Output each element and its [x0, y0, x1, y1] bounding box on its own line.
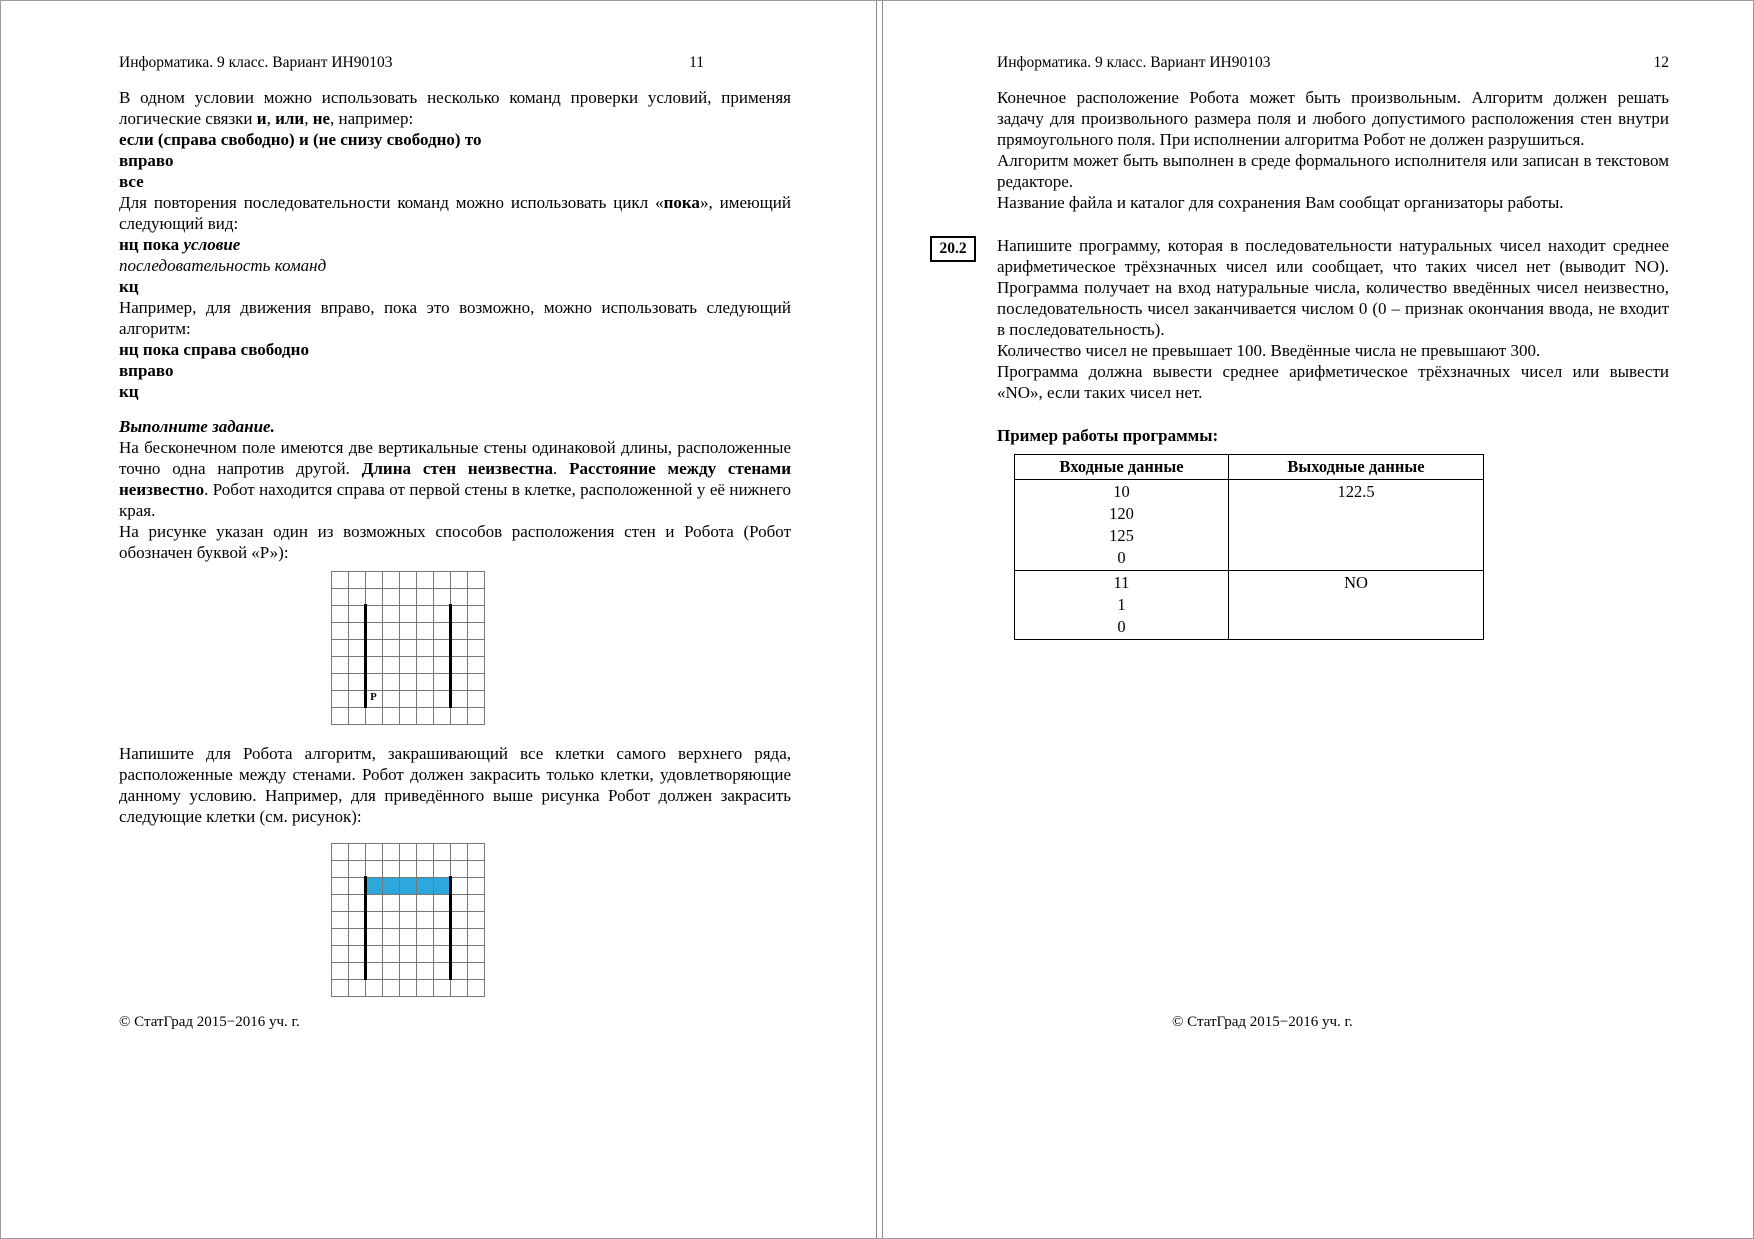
grid-cell	[399, 639, 416, 656]
grid-cell	[365, 945, 382, 962]
grid-cell	[416, 707, 433, 724]
grid-cell	[450, 571, 467, 588]
page-12	[879, 1, 1754, 1239]
grid-cell	[365, 962, 382, 979]
grid-cell	[399, 605, 416, 622]
grid-cell	[365, 707, 382, 724]
grid-cell	[399, 656, 416, 673]
grid-cell	[348, 690, 365, 707]
grid-cell	[365, 622, 382, 639]
grid-cell	[433, 860, 450, 877]
grid-cell	[450, 877, 467, 894]
grid-cell	[416, 962, 433, 979]
grid-cell	[399, 894, 416, 911]
grid-cell	[331, 707, 348, 724]
grid-cell	[399, 690, 416, 707]
grid-cell	[467, 673, 484, 690]
grid-cell	[450, 622, 467, 639]
grid-cell	[416, 928, 433, 945]
header-title: Информатика. 9 класс. Вариант ИН90103	[997, 54, 1271, 71]
shaded-cell	[399, 877, 416, 894]
grid-cell	[331, 605, 348, 622]
grid-cell	[331, 588, 348, 605]
final-position-paragraph: Конечное расположение Робота может быть произвольным. Алгоритм должен решать задачу для произвольного размера поля и любого допустимого расположения стен внутри прямоугольного поля. При исполнении алгоритма Робот не должен разрушиться.	[997, 88, 1669, 149]
table-row	[1015, 571, 1484, 640]
constraints-paragraph: Количество чисел не превышает 100. Введённые числа не превышают 300.	[997, 341, 1541, 360]
grid-cell	[399, 928, 416, 945]
grid-cell	[382, 911, 399, 928]
grid-cell	[450, 928, 467, 945]
grid-cell	[450, 707, 467, 724]
grid-cell	[348, 860, 365, 877]
code-line-loop-head	[119, 234, 791, 255]
grid-cell	[467, 639, 484, 656]
grid-cell	[365, 894, 382, 911]
grid-cell	[331, 877, 348, 894]
figure-intro-paragraph: На рисунке указан один из возможных способов расположения стен и Робота (Робот обозначен буквой «Р»):	[119, 522, 791, 562]
task-description-paragraph	[119, 437, 791, 521]
page-number: 12	[1653, 54, 1669, 71]
input-value: 11	[1113, 573, 1130, 592]
grid-cell	[467, 860, 484, 877]
task-number-box: 20.2	[930, 236, 976, 262]
example-intro-paragraph: Например, для движения вправо, пока это возможно, можно использовать следующий алгоритм:	[119, 298, 791, 338]
grid-cell	[399, 673, 416, 690]
grid-cell	[382, 894, 399, 911]
grid-cell	[450, 639, 467, 656]
grid-cell	[399, 843, 416, 860]
grid-cell	[365, 605, 382, 622]
grid-cell	[416, 690, 433, 707]
shaded-cell	[382, 877, 399, 894]
column-header-output: Выходные данные	[1229, 455, 1484, 480]
grid-cell	[365, 571, 382, 588]
algorithm-request-paragraph: Напишите для Робота алгоритм, закрашивающий все клетки самого верхнего ряда, расположенные между стенами. Робот должен закрасить только клетки, удовлетворяющие данному условию. Например, для приведённого выше рисунка Робот должен закрасить следующие клетки (см. рисунок):	[119, 744, 791, 826]
output-data-cell: NO	[1229, 571, 1484, 640]
grid-cell	[433, 622, 450, 639]
code-line-if: если (справа свободно) и (не снизу свободно) то	[119, 130, 482, 149]
grid-cell	[467, 656, 484, 673]
grid-cell	[467, 962, 484, 979]
robot-label: Р	[370, 692, 377, 704]
grid-cell	[433, 571, 450, 588]
grid-cell	[382, 707, 399, 724]
grid-cell	[416, 979, 433, 996]
text-segment: Для повторения последовательности команд можно использовать цикл «	[119, 193, 664, 212]
grid-cell	[467, 588, 484, 605]
page-divider	[876, 1, 883, 1238]
grid-cell	[382, 639, 399, 656]
intro-paragraph	[119, 87, 791, 129]
grid-cell	[365, 639, 382, 656]
loop-intro-paragraph	[119, 192, 791, 234]
text-segment: Расстояние между стенами неизвестно	[119, 459, 791, 499]
grid-cell	[433, 894, 450, 911]
grid-cell	[450, 860, 467, 877]
grid-cell	[467, 605, 484, 622]
grid-cell	[416, 656, 433, 673]
text-segment: не	[312, 109, 331, 128]
grid-cell	[450, 690, 467, 707]
page-number: 11	[689, 54, 704, 71]
grid-cell	[331, 945, 348, 962]
grid-cell	[348, 605, 365, 622]
grid-cell	[331, 911, 348, 928]
grid-cell	[348, 843, 365, 860]
grid-cell	[348, 945, 365, 962]
grid-cell	[450, 588, 467, 605]
grid-cell	[382, 571, 399, 588]
grid-cell	[433, 962, 450, 979]
grid-cell	[331, 571, 348, 588]
text-segment: ,	[266, 109, 276, 128]
grid-cell	[433, 673, 450, 690]
example-table-title: Пример работы программы:	[997, 426, 1219, 445]
grid-cell	[433, 605, 450, 622]
grid-cell	[450, 911, 467, 928]
grid-cell	[331, 673, 348, 690]
code-line-loop-right-body: вправо	[119, 361, 174, 380]
grid-cell	[348, 877, 365, 894]
grid-cell	[331, 639, 348, 656]
input-value: 125	[1109, 526, 1134, 545]
grid-cell	[331, 656, 348, 673]
input-value: 10	[1113, 482, 1130, 501]
grid-cell	[416, 622, 433, 639]
grid-cell	[416, 588, 433, 605]
grid-cell	[416, 639, 433, 656]
grid-cell	[382, 945, 399, 962]
grid-cell	[399, 911, 416, 928]
right-wall	[449, 604, 452, 708]
environment-paragraph: Алгоритм может быть выполнен в среде формального исполнителя или записан в текстовом редакторе.	[997, 151, 1669, 191]
grid-cell	[450, 605, 467, 622]
code-line-end-if: все	[119, 172, 144, 191]
header-title: Информатика. 9 класс. Вариант ИН90103	[119, 54, 393, 71]
grid-cell	[433, 843, 450, 860]
grid-cell	[416, 894, 433, 911]
robot-field-figure-2	[331, 843, 485, 997]
text-segment: В одном условии можно использовать несколько команд проверки условий, применяя логические связки	[119, 88, 791, 128]
grid-cell	[382, 588, 399, 605]
text-segment: На бесконечном поле имеются две вертикальные стены одинаковой длины, расположенные точно одна напротив другой.	[119, 438, 791, 478]
grid-cell	[416, 860, 433, 877]
grid-cell	[416, 571, 433, 588]
grid-cell	[382, 690, 399, 707]
grid-cell	[399, 588, 416, 605]
grid-cell	[382, 843, 399, 860]
grid-cell	[467, 928, 484, 945]
grid-cell	[365, 673, 382, 690]
grid-cell	[382, 860, 399, 877]
input-value: 0	[1117, 548, 1126, 567]
grid-cell	[467, 911, 484, 928]
grid-cell	[433, 945, 450, 962]
code-line-right: вправо	[119, 151, 174, 170]
code-line-loop-right-head: нц пока справа свободно	[119, 340, 309, 359]
grid-cell	[382, 962, 399, 979]
grid-cell	[450, 945, 467, 962]
shaded-cell	[433, 877, 450, 894]
grid-cell	[467, 945, 484, 962]
grid-cell	[348, 673, 365, 690]
text-segment: нц пока	[119, 235, 184, 254]
program-task-paragraph: Напишите программу, которая в последовательности натуральных чисел находит среднее арифметическое трёхзначных чисел или сообщает, что таких чисел нет (выводит NO). Программа получает на вход натуральные числа, количество введённых чисел неизвестно, последовательность чисел заканчивается числом 0 (0 – признак окончания ввода, не входит в последовательность).	[997, 236, 1669, 339]
page-11	[1, 1, 878, 1239]
do-the-task-heading: Выполните задание.	[119, 417, 275, 436]
task-20-2	[939, 235, 1669, 403]
grid-cell	[348, 656, 365, 673]
grid-cell	[348, 979, 365, 996]
footer-copyright: © СтатГрад 2015−2016 уч. г.	[119, 1014, 300, 1030]
grid-cell	[348, 622, 365, 639]
grid-cell	[382, 928, 399, 945]
text-segment: . Робот находится справа от первой стены в клетке, расположенной у её нижнего края.	[119, 480, 791, 520]
shaded-cell	[416, 877, 433, 894]
grid-cell	[450, 962, 467, 979]
grid-cell	[467, 894, 484, 911]
grid-cell	[365, 843, 382, 860]
text-segment: Длина стен неизвестна	[361, 459, 553, 478]
text-segment: , например:	[330, 109, 414, 128]
grid-cell	[450, 843, 467, 860]
grid-cell	[433, 639, 450, 656]
grid-cell	[365, 928, 382, 945]
grid-cell	[365, 979, 382, 996]
grid-cell	[399, 571, 416, 588]
text-segment: пока	[663, 193, 700, 212]
code-line-loop-right-end: кц	[119, 382, 139, 401]
grid-cell	[467, 979, 484, 996]
grid-cell	[365, 588, 382, 605]
grid-cell	[399, 979, 416, 996]
grid-cell	[416, 945, 433, 962]
grid-cell	[331, 962, 348, 979]
grid-cell	[331, 860, 348, 877]
page-header	[119, 1, 704, 71]
file-save-paragraph: Название файла и каталог для сохранения Вам сообщат организаторы работы.	[997, 193, 1564, 212]
grid-cell	[399, 962, 416, 979]
grid-cell	[450, 656, 467, 673]
right-wall	[449, 876, 452, 980]
grid-cell	[450, 673, 467, 690]
grid-cell	[382, 656, 399, 673]
grid-cell	[467, 877, 484, 894]
left-wall	[364, 876, 367, 980]
grid-cell	[467, 843, 484, 860]
grid-cell	[365, 860, 382, 877]
grid-cell	[399, 707, 416, 724]
grid-cell	[433, 928, 450, 945]
grid-cell	[433, 707, 450, 724]
grid-cell	[467, 707, 484, 724]
grid-cell	[348, 928, 365, 945]
grid-cell	[348, 894, 365, 911]
grid-cell	[382, 673, 399, 690]
output-requirement-paragraph: Программа должна вывести среднее арифметическое трёхзначных чисел или вывести «NO», если таких чисел нет.	[997, 362, 1669, 402]
grid-cell	[331, 979, 348, 996]
grid-cell	[348, 962, 365, 979]
input-value: 120	[1109, 504, 1134, 523]
text-segment: или	[275, 109, 305, 128]
grid-cell	[467, 690, 484, 707]
grid-cell	[331, 622, 348, 639]
grid-cell	[365, 911, 382, 928]
grid-cell	[433, 979, 450, 996]
footer-copyright: © СтатГрад 2015−2016 уч. г.	[1172, 1014, 1353, 1030]
grid-cell	[382, 605, 399, 622]
grid-cell	[365, 656, 382, 673]
grid-cell	[331, 690, 348, 707]
grid-cell	[433, 588, 450, 605]
input-value: 0	[1117, 617, 1126, 636]
grid-cell	[399, 945, 416, 962]
example-table	[1014, 454, 1484, 640]
grid-cell	[348, 639, 365, 656]
grid-cell	[416, 911, 433, 928]
text-segment: ,	[304, 109, 313, 128]
grid-cell	[331, 928, 348, 945]
grid-cell	[433, 911, 450, 928]
grid-cell	[348, 571, 365, 588]
input-data-cell	[1015, 571, 1229, 640]
grid-cell	[348, 707, 365, 724]
text-segment: .	[553, 459, 570, 478]
grid-cell	[433, 656, 450, 673]
text-segment: условие	[183, 235, 241, 254]
grid-cell	[348, 588, 365, 605]
grid-cell	[416, 605, 433, 622]
grid-cell	[382, 979, 399, 996]
code-line-command-sequence: последовательность команд	[119, 256, 327, 275]
table-row	[1015, 480, 1484, 571]
table-header-row	[1015, 455, 1484, 480]
grid-cell	[467, 622, 484, 639]
input-data-cell	[1015, 480, 1229, 571]
text-segment: и	[256, 109, 267, 128]
grid-cell	[348, 911, 365, 928]
grid-cell	[331, 843, 348, 860]
grid-cell	[416, 673, 433, 690]
grid-cell	[467, 571, 484, 588]
grid-cell	[331, 894, 348, 911]
grid-cell	[450, 979, 467, 996]
text-segment: », имеющий следующий вид:	[119, 193, 791, 233]
grid-cell	[433, 690, 450, 707]
column-header-input: Входные данные	[1015, 455, 1229, 480]
shaded-cell	[365, 877, 382, 894]
page-header	[997, 1, 1669, 71]
grid-cell	[450, 894, 467, 911]
grid-cell	[399, 860, 416, 877]
robot-field-figure-1	[331, 571, 485, 725]
code-line-loop-end: кц	[119, 277, 139, 296]
grid-cell	[416, 843, 433, 860]
grid-cell	[399, 622, 416, 639]
grid-cell	[382, 622, 399, 639]
output-data-cell: 122.5	[1229, 480, 1484, 571]
input-value: 1	[1117, 595, 1126, 614]
